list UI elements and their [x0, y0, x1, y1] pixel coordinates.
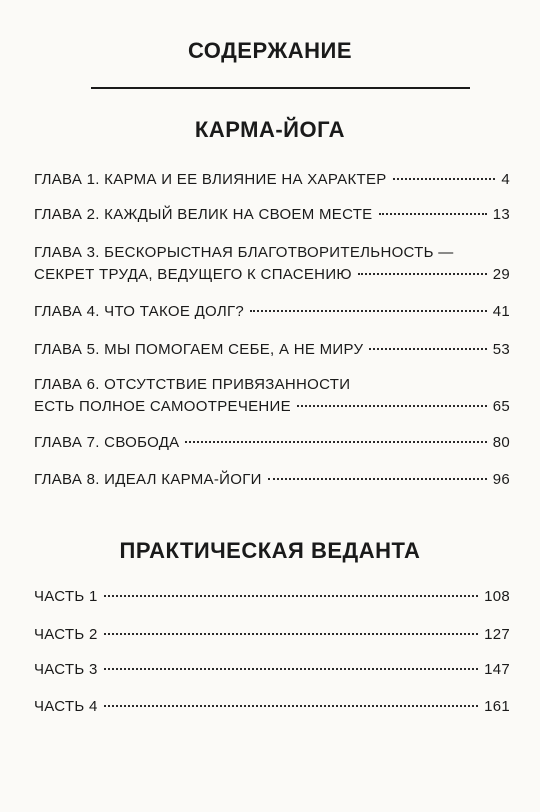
toc-entry-title: ГЛАВА 4. ЧТО ТАКОЕ ДОЛГ? [34, 303, 245, 320]
dot-leader [358, 273, 487, 275]
toc-entry-part-3[interactable] [34, 659, 510, 681]
toc-page-number: 53 [492, 341, 510, 358]
toc-page-number: 147 [484, 661, 510, 678]
toc-page-number: 41 [492, 303, 510, 320]
toc-entry-title-line-2: ЕСТЬ ПОЛНОЕ САМООТРЕЧЕНИЕ [34, 398, 291, 415]
section-heading-practical-vedanta: ПРАКТИЧЕСКАЯ ВЕДАНТА [119, 538, 421, 563]
dot-leader [104, 633, 478, 635]
toc-page-number: 13 [492, 206, 510, 223]
toc-entry-part-1[interactable] [34, 586, 510, 608]
dot-leader [185, 441, 486, 443]
toc-page-number: 65 [492, 398, 510, 415]
dot-leader [104, 668, 478, 670]
toc-entry-chapter-4[interactable] [34, 301, 510, 323]
dot-leader [268, 478, 487, 480]
toc-page-number: 96 [492, 471, 510, 488]
dot-leader [104, 705, 478, 707]
page-title: СОДЕРЖАНИЕ [187, 38, 353, 63]
toc-entry-title: ГЛАВА 8. ИДЕАЛ КАРМА-ЙОГИ [34, 471, 262, 488]
toc-entry-chapter-6[interactable] [34, 374, 510, 418]
toc-entry-title-line-2: СЕКРЕТ ТРУДА, ВЕДУЩЕГО К СПАСЕНИЮ [34, 266, 352, 283]
toc-entry-chapter-1[interactable] [34, 169, 510, 191]
toc-entry-part-4[interactable] [34, 696, 510, 718]
toc-entry-title: ЧАСТЬ 4 [34, 698, 98, 715]
toc-entry-title: ГЛАВА 5. МЫ ПОМОГАЕМ СЕБЕ, А НЕ МИРУ [34, 341, 364, 358]
toc-entry-title: ЧАСТЬ 1 [34, 588, 98, 605]
dot-leader [297, 405, 487, 407]
toc-entry-title: ЧАСТЬ 2 [34, 626, 98, 643]
toc-page-number: 29 [492, 266, 510, 283]
dot-leader [379, 213, 487, 215]
dot-leader [104, 595, 478, 597]
toc-entry-chapter-5[interactable] [34, 339, 510, 361]
dot-leader [393, 178, 496, 180]
toc-entry-chapter-7[interactable] [34, 432, 510, 454]
toc-page-number: 161 [484, 698, 510, 715]
toc-page-number: 80 [492, 434, 510, 451]
toc-entry-title: ГЛАВА 2. КАЖДЫЙ ВЕЛИК НА СВОЕМ МЕСТЕ [34, 206, 373, 223]
toc-entry-chapter-3[interactable] [34, 242, 510, 286]
toc-page-number: 4 [501, 171, 510, 188]
toc-entry-chapter-8[interactable] [34, 469, 510, 491]
toc-entry-title-line-1: ГЛАВА 3. БЕСКОРЫСТНАЯ БЛАГОТВОРИТЕЛЬНОСТЬ — [34, 244, 454, 261]
toc-entry-title: ГЛАВА 7. СВОБОДА [34, 434, 180, 451]
toc-entry-chapter-2[interactable] [34, 204, 510, 226]
dot-leader [250, 310, 487, 312]
toc-entry-title: ГЛАВА 1. КАРМА И ЕЕ ВЛИЯНИЕ НА ХАРАКТЕР [34, 171, 387, 188]
title-divider [91, 87, 470, 89]
toc-entry-part-2[interactable] [34, 624, 510, 646]
toc-entry-title: ЧАСТЬ 3 [34, 661, 98, 678]
dot-leader [369, 348, 486, 350]
toc-page-number: 127 [484, 626, 510, 643]
section-heading-karma-yoga: КАРМА-ЙОГА [194, 117, 346, 142]
toc-page-number: 108 [484, 588, 510, 605]
toc-entry-title-line-1: ГЛАВА 6. ОТСУТСТВИЕ ПРИВЯЗАННОСТИ [34, 376, 351, 393]
